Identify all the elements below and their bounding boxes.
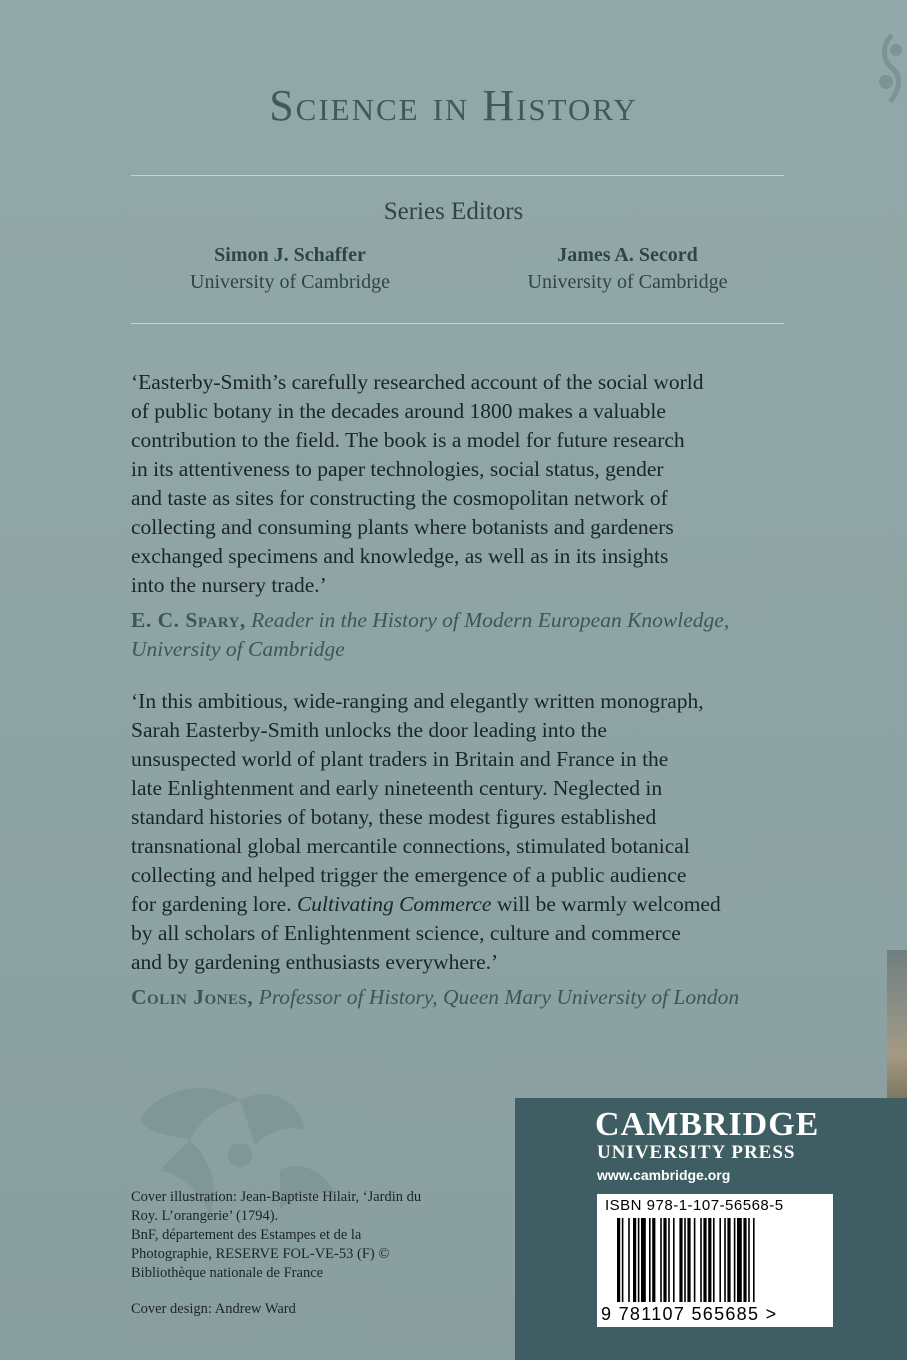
quote-line: of public botany in the decades around 1800 makes a valuable bbox=[131, 399, 666, 423]
credit-line: Cover illustration: Jean-Baptiste Hilair, ‘Jardin du bbox=[131, 1189, 422, 1205]
quote-line: into the nursery trade.’ bbox=[131, 573, 327, 597]
divider bbox=[131, 323, 784, 324]
quote-line: transnational global mercantile connections, stimulated botanical bbox=[131, 834, 690, 858]
quote-line: and taste as sites for constructing the cosmopolitan network of bbox=[131, 486, 668, 510]
publisher-subname: UNIVERSITY PRESS bbox=[597, 1142, 796, 1163]
endorsement-quote bbox=[131, 368, 771, 600]
barcode-icon bbox=[617, 1218, 817, 1306]
endorsement-quote bbox=[131, 687, 771, 977]
publisher-panel bbox=[515, 1098, 907, 1360]
quote-line: late Enlightenment and early nineteenth century. Neglected in bbox=[131, 776, 663, 800]
quote-line: ‘Easterby-Smith’s carefully researched account of the social world bbox=[131, 370, 704, 394]
editor-name: Simon J. Schaffer bbox=[214, 244, 366, 266]
quote-line: unsuspected world of plant traders in Britain and France in the bbox=[131, 747, 669, 771]
editor-entry bbox=[505, 242, 750, 296]
credit-line: Photographie, RESERVE FOL-VE-53 (F) © bbox=[131, 1246, 390, 1262]
endorser-name: Colin Jones, bbox=[131, 985, 254, 1009]
barcode-digits: 9 781107 565685 > bbox=[601, 1304, 778, 1324]
quote-line: by all scholars of Enlightenment science, culture and commerce bbox=[131, 921, 681, 945]
quote-line: collecting and consuming plants where botanists and gardeners bbox=[131, 515, 674, 539]
quote-text: for gardening lore. bbox=[131, 892, 297, 916]
divider bbox=[131, 175, 784, 176]
book-title-italic: Cultivating Commerce bbox=[296, 892, 492, 916]
endorser-affiliation: University of Cambridge bbox=[131, 637, 345, 661]
quote-line: standard histories of botany, these modest figures established bbox=[131, 805, 657, 829]
isbn-number: ISBN 978-1-107-56568-5 bbox=[605, 1197, 784, 1214]
endorsement-attribution bbox=[131, 606, 791, 664]
credit-line: BnF, département des Estampes et de la bbox=[131, 1227, 362, 1243]
quote-line bbox=[131, 890, 771, 919]
cover-photo-edge bbox=[887, 950, 907, 1100]
editor-affiliation: University of Cambridge bbox=[190, 271, 390, 293]
editor-entry bbox=[170, 242, 410, 296]
publisher-url: www.cambridge.org bbox=[597, 1167, 731, 1183]
editor-name: James A. Secord bbox=[557, 244, 698, 266]
series-title: Science in History bbox=[269, 81, 638, 130]
editor-affiliation: University of Cambridge bbox=[527, 271, 728, 293]
quote-line: Sarah Easterby-Smith unlocks the door leading into the bbox=[131, 718, 607, 742]
quote-line: exchanged specimens and knowledge, as well as in its insights bbox=[131, 544, 669, 568]
cover-illustration-credit bbox=[131, 1188, 491, 1283]
endorsement-attribution bbox=[131, 983, 831, 1012]
isbn-barcode bbox=[597, 1194, 833, 1327]
series-editors-heading: Series Editors bbox=[383, 198, 524, 225]
quote-line: and by gardening enthusiasts everywhere.’ bbox=[131, 950, 499, 974]
quote-line: ‘In this ambitious, wide-ranging and elegantly written monograph, bbox=[131, 689, 704, 713]
publisher-name: CAMBRIDGE bbox=[595, 1106, 820, 1143]
quote-line: in its attentiveness to paper technologies, social status, gender bbox=[131, 457, 664, 481]
cover-design-credit: Cover design: Andrew Ward bbox=[131, 1301, 296, 1317]
credit-line: Roy. L’orangerie’ (1794). bbox=[131, 1208, 279, 1224]
endorser-role: Reader in the History of Modern European Knowledge, bbox=[245, 608, 730, 632]
credit-line: Bibliothèque nationale de France bbox=[131, 1265, 324, 1281]
quote-line: contribution to the field. The book is a model for future research bbox=[131, 428, 685, 452]
quote-line: collecting and helped trigger the emergence of a public audience bbox=[131, 863, 687, 887]
quote-text: will be warmly welcomed bbox=[491, 892, 721, 916]
endorser-name: E. C. Spary, bbox=[131, 608, 246, 632]
endorser-role: Professor of History, Queen Mary University of London bbox=[253, 985, 740, 1009]
